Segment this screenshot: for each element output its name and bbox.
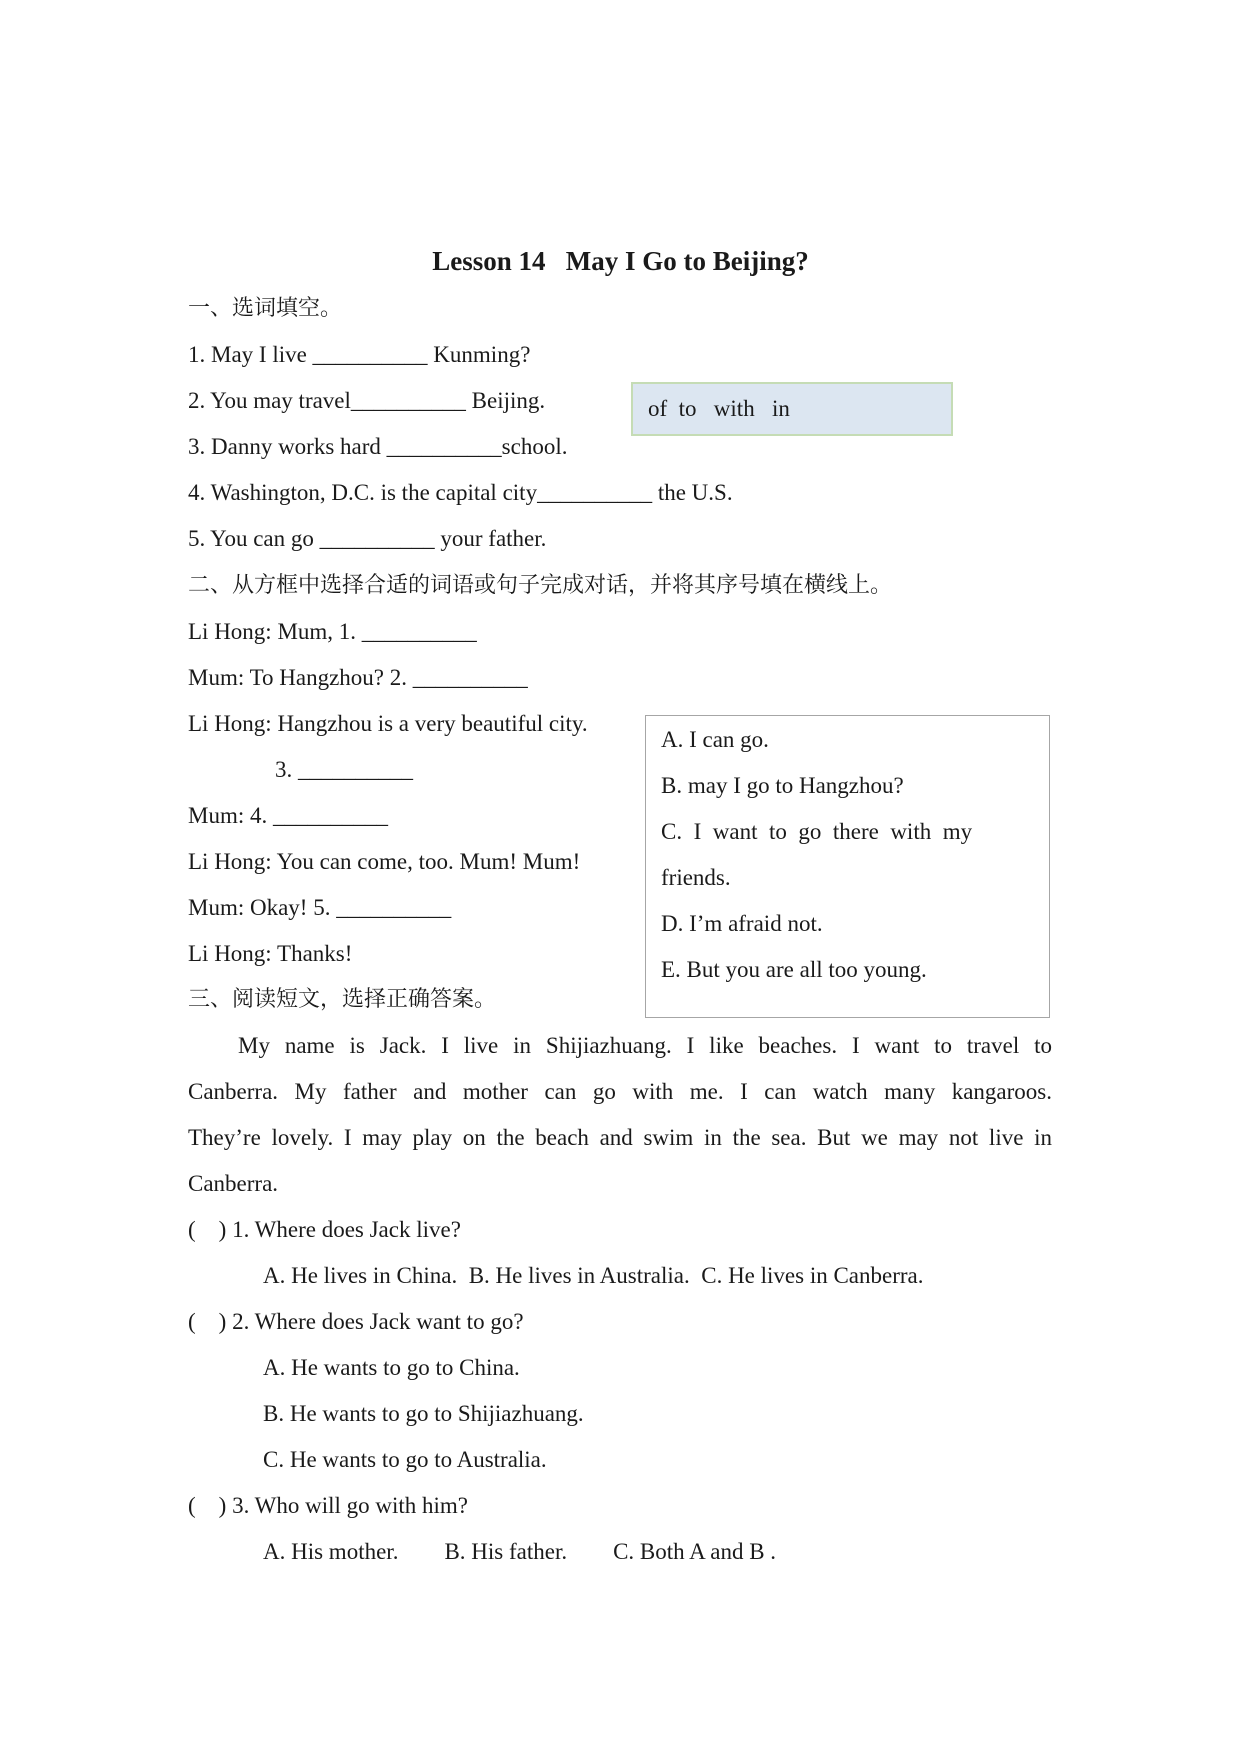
passage-line-1: My name is Jack. I live in Shijiazhuang. I like beaches. I want to travel to bbox=[238, 1033, 1052, 1058]
section3-heading: 三、阅读短文，选择正确答案。 bbox=[188, 987, 497, 1012]
dialogue-line-4: 3. __________ bbox=[275, 757, 413, 782]
dialogue-line-5: Mum: 4. __________ bbox=[188, 803, 388, 828]
dialogue-line-8: Li Hong: Thanks! bbox=[188, 941, 353, 966]
s1-item-5: 5. You can go __________ your father. bbox=[188, 526, 547, 551]
option-b: B. may I go to Hangzhou? bbox=[661, 773, 904, 798]
section2-heading: 二、从方框中选择合适的词语或句子完成对话，并将其序号填在横线上。 bbox=[188, 573, 893, 598]
question-1-choices: A. He lives in China. B. He lives in Australia. C. He lives in Canberra. bbox=[263, 1263, 924, 1288]
option-a: A. I can go. bbox=[661, 727, 769, 752]
dialogue-line-1: Li Hong: Mum, 1. __________ bbox=[188, 619, 477, 644]
word-bank-text: of to with in bbox=[648, 396, 790, 421]
question-2-choice-b: B. He wants to go to Shijiazhuang. bbox=[263, 1401, 584, 1426]
dialogue-line-2: Mum: To Hangzhou? 2. __________ bbox=[188, 665, 528, 690]
option-c-line2: friends. bbox=[661, 865, 731, 890]
lesson-title: Lesson 14 May I Go to Beijing? bbox=[432, 246, 809, 276]
question-1: ( ) 1. Where does Jack live? bbox=[188, 1217, 461, 1242]
s1-item-3: 3. Danny works hard __________school. bbox=[188, 434, 568, 459]
dialogue-line-7: Mum: Okay! 5. __________ bbox=[188, 895, 452, 920]
section1-heading: 一、选词填空。 bbox=[188, 296, 343, 321]
s1-item-1: 1. May I live __________ Kunming? bbox=[188, 342, 531, 367]
question-2-choice-a: A. He wants to go to China. bbox=[263, 1355, 520, 1380]
question-3: ( ) 3. Who will go with him? bbox=[188, 1493, 469, 1518]
s1-item-2: 2. You may travel__________ Beijing. bbox=[188, 388, 546, 413]
passage-line-2: Canberra. My father and mother can go with me. I can watch many kangaroos. bbox=[188, 1079, 1052, 1104]
option-d: D. I’m afraid not. bbox=[661, 911, 823, 936]
s1-item-4: 4. Washington, D.C. is the capital city__________ the U.S. bbox=[188, 480, 733, 505]
options-box bbox=[645, 715, 1050, 1018]
dialogue-line-6: Li Hong: You can come, too. Mum! Mum! bbox=[188, 849, 581, 874]
word-bank-box bbox=[631, 382, 953, 436]
question-3-choices: A. His mother. B. His father. C. Both A and B . bbox=[263, 1539, 777, 1564]
option-e: E. But you are all too young. bbox=[661, 957, 927, 982]
question-2-choice-c: C. He wants to go to Australia. bbox=[263, 1447, 547, 1472]
dialogue-line-3: Li Hong: Hangzhou is a very beautiful city. bbox=[188, 711, 588, 736]
question-2: ( ) 2. Where does Jack want to go? bbox=[188, 1309, 524, 1334]
passage-line-4: Canberra. bbox=[188, 1171, 279, 1196]
option-c-line1: C. I want to go there with my bbox=[661, 819, 973, 844]
passage-line-3: They’re lovely. I may play on the beach and swim in the sea. But we may not live in bbox=[188, 1125, 1052, 1150]
